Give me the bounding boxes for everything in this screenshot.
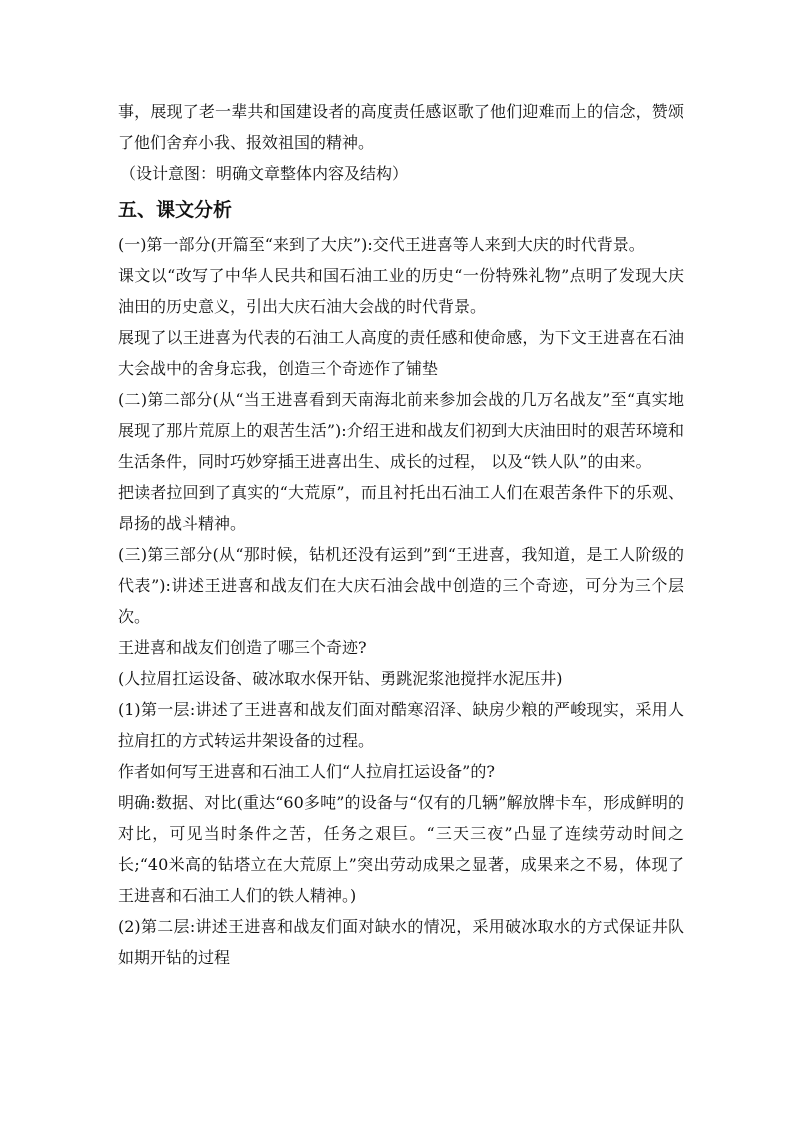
answer-three-miracles: (人拉眉扛运设备、破冰取水保开钻、勇跳泥浆池搅拌水泥压井) [118, 669, 563, 688]
layer-1: (1)第一层:讲述了王进喜和战友们面对酷寒沼泽、缺房少粮的严峻现实，采用人拉肩扛的方式转运井架设备的过程。 [118, 700, 684, 750]
analysis-part-3: (三)第三部分(从“那时候，钻机还没有运到”到“王进喜，我知道，是工人阶级的代表”):讲述王进喜和战友们在大庆石油会战中创造的三个奇迹，可分为三个层次。 [118, 545, 684, 626]
answer-layer-1: 明确:数据、对比(重达“60多吨”的设备与“仅有的几辆”解放牌卡车，形成鲜明的对比，可见当时条件之苦，任务之艰巨。“三天三夜”凸显了连续劳动时间之长;“40米高的钻塔立在大荒原上”突出劳动成果之显著，成果来之不易，体现了王进喜和石油工人们的铁人精神。) [118, 793, 684, 905]
layer-2: (2)第二层:讲述王进喜和战友们面对缺水的情况，采用破冰取水的方式保证井队如期开钻的过程 [118, 917, 684, 967]
analysis-part-1-significance: 展现了以王进喜为代表的石油工人高度的责任感和使命感，为下文王进喜在石油大会战中的舍身忘我，创造三个奇迹作了铺垫 [118, 328, 684, 378]
section-heading: 五、课文分析 [118, 199, 233, 221]
analysis-part-1: (一)第一部分(开篇至“来到了大庆”):交代王进喜等人来到大庆的时代背景。 [118, 235, 645, 254]
paragraph-design-intent: （设计意图：明确文章整体内容及结构） [120, 164, 409, 183]
question-layer-1: 作者如何写王进喜和石油工人们“人拉肩扛运设备”的? [118, 762, 495, 781]
analysis-part-2-detail: 把读者拉回到了真实的“大荒原”，而且衬托出石油工人们在艰苦条件下的乐观、昂扬的战斗精神。 [118, 483, 684, 533]
question-three-miracles: 王进喜和战友们创造了哪三个奇迹? [118, 638, 367, 657]
paragraph-intro: 事，展现了老一辈共和国建设者的高度责任感讴歌了他们迎难而上的信念，赞颂了他们舍弃小我、报效祖国的精神。 [118, 102, 684, 152]
analysis-part-1-detail: 课文以“改写了中华人民共和国石油工业的历史“一份特殊礼物”点明了发现大庆油田的历史意义，引出大庆石油大会战的时代背景。 [118, 266, 684, 316]
document-page [118, 96, 684, 973]
analysis-part-2: (二)第二部分(从“当王进喜看到天南海北前来参加会战的几万名战友”至“真实地展现了那片荒原上的艰苦生活”):介绍王进和战友们初到大庆油田时的艰苦环境和生活条件，同时巧妙穿插王进喜出生、成长的过程， 以及“铁人队”的由来。 [118, 390, 684, 471]
